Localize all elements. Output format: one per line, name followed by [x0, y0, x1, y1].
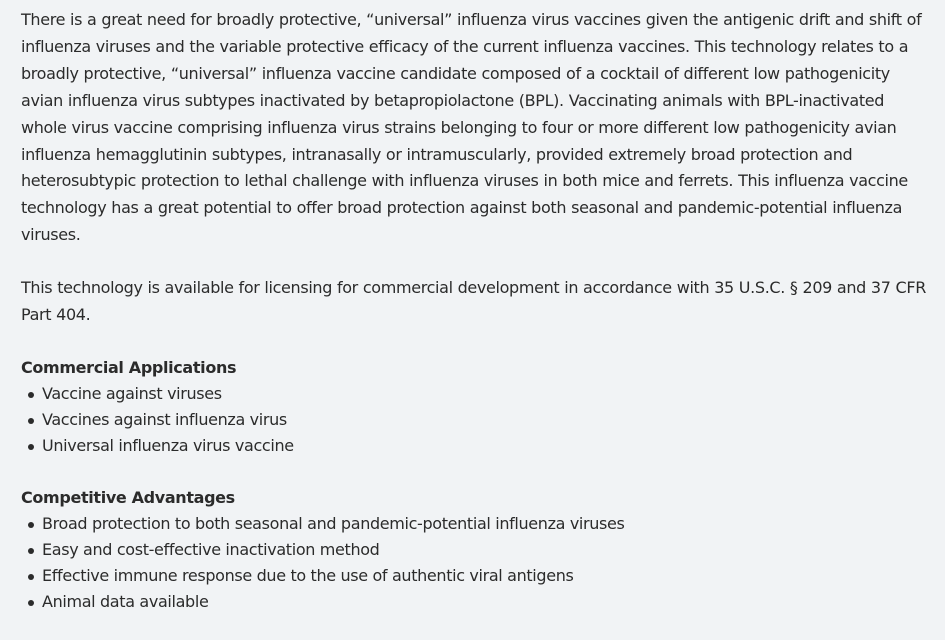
competitive-advantages-list [21, 511, 926, 615]
list-item-text: Vaccines against influenza virus [42, 409, 287, 429]
list-item-text: Broad protection to both seasonal and pandemic-potential influenza viruses [42, 513, 625, 533]
spacer [21, 249, 926, 275]
bullet-icon [28, 444, 34, 450]
bullet-icon [28, 548, 34, 554]
competitive-advantages-heading: Competitive Advantages [21, 487, 235, 507]
bullet-icon [28, 522, 34, 528]
list-item-text: Animal data available [42, 591, 209, 611]
bullet-icon [28, 600, 34, 606]
list-item [21, 563, 926, 589]
bullet-icon [28, 574, 34, 580]
spacer [21, 459, 926, 485]
commercial-applications-list [21, 381, 926, 459]
list-item-text: Effective immune response due to the use of authentic viral antigens [42, 565, 574, 585]
list-item [21, 433, 926, 459]
list-item [21, 407, 926, 433]
spacer [21, 329, 926, 355]
bullet-icon [28, 392, 34, 398]
list-item [21, 589, 926, 615]
technology-description [21, 7, 926, 615]
list-item-text: Universal influenza virus vaccine [42, 435, 294, 455]
list-item-text: Vaccine against viruses [42, 383, 222, 403]
licensing-paragraph: This technology is available for licensing for commercial development in accordance with 35 U.S.C. § 209 and 37 CFR Part 404. [21, 278, 926, 325]
list-item [21, 511, 926, 537]
bullet-icon [28, 418, 34, 424]
intro-paragraph: There is a great need for broadly protective, “universal” influenza virus vaccines given the antigenic drift and shift of influenza viruses and the variable protective efficacy of the current influenza vaccines. This technology relates to a broadly protective, “universal” influenza vaccine candidate composed of a cocktail of different low pathogenicity avian influenza virus subtypes inactivated by betapropiolactone (BPL). Vaccinating animals with BPL-inactivated whole virus vaccine comprising influenza virus strains belonging to four or more different low pathogenicity avian influenza hemagglutinin subtypes, intranasally or intramuscularly, provided extremely broad protection and heterosubtypic protection to lethal challenge with influenza viruses in both mice and ferrets. This influenza vaccine technology has a great potential to offer broad protection against both seasonal and pandemic-potential influenza viruses. [21, 10, 922, 245]
list-item [21, 381, 926, 407]
list-item [21, 537, 926, 563]
list-item-text: Easy and cost-effective inactivation method [42, 539, 380, 559]
commercial-applications-heading: Commercial Applications [21, 357, 237, 377]
